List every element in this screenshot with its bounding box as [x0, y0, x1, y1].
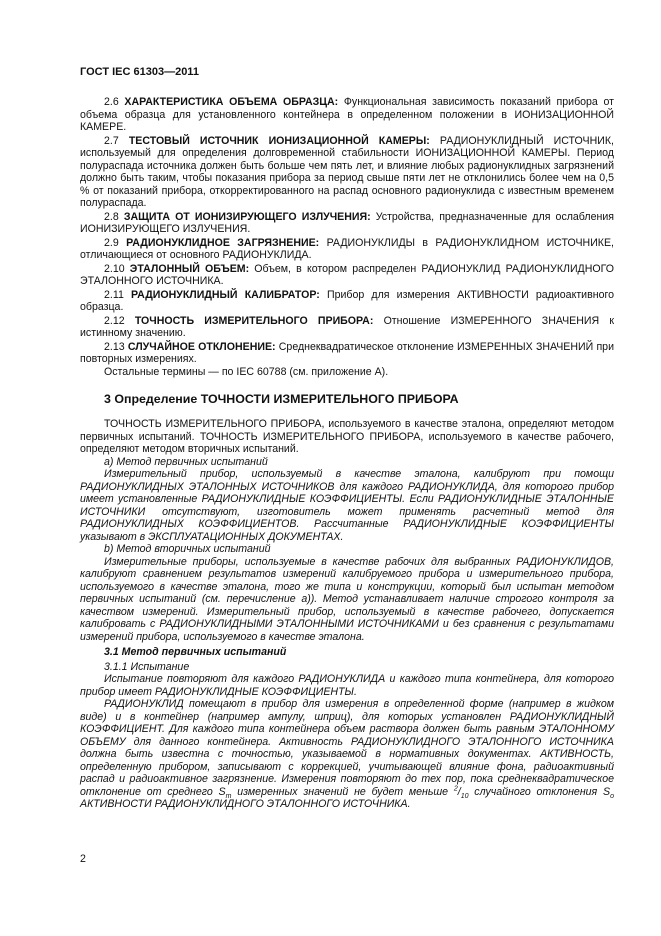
other-terms-note: Остальные термины — по IEC 60788 (см. приложение А). — [104, 365, 389, 378]
term-name: ЭТАЛОННЫЙ ОБЪЕМ: — [129, 262, 250, 275]
fraction-numerator: 2 — [453, 784, 458, 792]
subsection-3-1-1-para-1: Испытание повторяют для каждого РАДИОНУКЛИДА и каждого типа контейнера, для которого прибор имеет РАДИОНУКЛИДНЫЕ КОЭФФИЦИЕНТЫ. — [80, 673, 614, 698]
term-definition: Функциональная зависимость показаний прибора от объема образца для установленного контейнера в определенном положении в ИОНИЗАЦИОННОЙ КАМЕРЕ. — [80, 96, 614, 133]
subscript-m: m — [225, 792, 232, 800]
subsection-3-1-1-label: 3.1.1 Испытание — [104, 660, 190, 673]
term-name: ХАРАКТЕРИСТИКА ОБЪЕМА ОБРАЗЦА: — [124, 96, 339, 108]
term-definition: Среднеквадратическое отклонение ИЗМЕРЕННЫХ ЗНАЧЕНИЙ при повторных измерениях. — [80, 340, 614, 365]
term-name: РАДИОНУКЛИДНОЕ ЗАГРЯЗНЕНИЕ: — [126, 236, 320, 249]
term-number: 2.7 — [104, 134, 119, 147]
para-text: случайного отклонения — [474, 785, 598, 798]
term-number: 2.13 — [104, 340, 125, 353]
symbol-s-o — [603, 786, 614, 798]
term-2-7 — [80, 135, 614, 210]
item-a-label: а) Метод первичных испытаний — [104, 455, 268, 468]
symbol-s-m — [219, 786, 232, 798]
subscript-o: o — [610, 792, 614, 800]
symbol-s: S — [218, 785, 226, 798]
term-name: ТЕСТОВЫЙ ИСТОЧНИК ИОНИЗАЦИОННОЙ КАМЕРЫ: — [128, 134, 430, 147]
para-text: РАДИОНУКЛИД помещают в прибор для измерения в определенной форме (например в жидком виде) и в контейнер (например ампулу, шприц), для которых установлен РАДИОНУКЛИДНЫЙ КОЭФФИЦИЕНТ. Для каждого типа контейнера объем раствора должен быть равным ЭТАЛОННОМУ ОБЪЕМУ для данного контейнера. Активность РАДИОНУКЛИДНОГО ЭТАЛОННОГО ИСТОЧНИКА должна быть известна с точностью, указываемой в нормативных документах. АКТИВНОСТЬ, определенную прибором, записывают с коррекцией, учитывающей влияние фона, радиоактивный распад и радиоактивное загрязнение. Измерения повторяют до тех пор, пока среднеквадратическое отклонение от среднего — [80, 698, 614, 798]
term-number: 2.12 — [104, 314, 125, 327]
term-definition: РАДИОНУКЛИДНЫЙ ИСТОЧНИК, используемый для определения долговременной стабильности ИОНИЗАЦИОННОЙ КАМЕРЫ. Период полураспада источника должен быть больше чем пять лет, и влияние любых радионуклидных загрязнений должно быть таким, чтобы показания прибора за период свыше пяти лет не отклонились более чем на 0,5 % от показаний прибора, откорректированного на распад основного радионуклида с известным временем полураспада. — [80, 134, 615, 209]
term-definition: Отношение ИЗМЕРЕННОГО ЗНАЧЕНИЯ к истинному значению. — [80, 314, 614, 339]
para-text: АКТИВНОСТИ РАДИОНУКЛИДНОГО ЭТАЛОННОГО ИСТОЧНИКА. — [80, 798, 411, 810]
term-number: 2.9 — [104, 236, 119, 249]
term-name: ТОЧНОСТЬ ИЗМЕРИТЕЛЬНОГО ПРИБОРА: — [134, 314, 374, 327]
item-a-text: Измерительный прибор, используемый в качестве эталона, калибруют при помощи РАДИОНУКЛИДНЫХ ЭТАЛОННЫХ ИСТОЧНИКОВ для каждого РАДИОНУКЛИДА, для которого прибор имеет установленные РАДИОНУКЛИДНЫЕ КОЭФФИЦИЕНТЫ. Если РАДИОНУКЛИДНЫЕ ЭТАЛОННЫЕ ИСТОЧНИКИ отсутствуют, изготовитель может применять расчетный метод для РАДИОНУКЛИДНЫХ КОЭФФИЦИЕНТОВ. Рассчитанные РАДИОНУКЛИДНЫЕ КОЭФФИЦИЕНТЫ указывают в ЭКСПЛУАТАЦИОННЫХ ДОКУМЕНТАХ. — [80, 468, 614, 543]
term-number: 2.11 — [104, 288, 124, 301]
term-definition: Устройства, предназначенные для ослабления ИОНИЗИРУЮЩЕГО ИЗЛУЧЕНИЯ. — [80, 210, 614, 235]
term-2-12 — [80, 315, 614, 340]
document-body — [80, 96, 614, 811]
term-2-10 — [80, 263, 614, 288]
term-2-11 — [80, 289, 614, 314]
section-3-intro: ТОЧНОСТЬ ИЗМЕРИТЕЛЬНОГО ПРИБОРА, используемого в качестве эталона, определяют методом первичных испытаний. ТОЧНОСТЬ ИЗМЕРИТЕЛЬНОГО ПРИБОРА, используемого в качестве рабочего, определяют методом вторичных испытаний. — [80, 418, 614, 455]
para-text: измеренных значений не будет меньше — [237, 785, 449, 798]
fraction: $^2/_{10}$ — [453, 784, 469, 800]
item-b-label: b) Метод вторичных испытаний — [104, 543, 271, 555]
term-2-9 — [80, 237, 614, 262]
symbol-s: S — [602, 785, 611, 798]
term-2-13 — [80, 341, 614, 366]
term-definition: Объем, в котором распределен РАДИОНУКЛИД РАДИОНУКЛИДНОГО ЭТАЛОННОГО ИСТОЧНИКА. — [80, 262, 615, 287]
term-name: РАДИОНУКЛИДНЫЙ КАЛИБРАТОР: — [131, 288, 320, 301]
term-definition: РАДИОНУКЛИДЫ в РАДИОНУКЛИДНОМ ИСТОЧНИКЕ, отличающиеся от основного РАДИОНУКЛИДА. — [80, 236, 614, 261]
term-2-8 — [80, 211, 614, 236]
term-number: 2.6 — [104, 96, 119, 108]
subsection-3-1-1-para-2 — [80, 698, 614, 811]
term-definition: Прибор для измерения АКТИВНОСТИ радиоактивного образца. — [80, 288, 614, 313]
term-name: ЗАЩИТА ОТ ИОНИЗИРУЮЩЕГО ИЗЛУЧЕНИЯ: — [123, 210, 371, 223]
fraction-denominator: 10 — [460, 792, 469, 800]
term-number: 2.10 — [104, 262, 125, 275]
term-number: 2.8 — [104, 210, 119, 223]
term-name: СЛУЧАЙНОЕ ОТКЛОНЕНИЕ: — [127, 340, 276, 353]
term-2-6 — [80, 96, 614, 134]
subsection-3-1-title: 3.1 Метод первичных испытаний — [104, 646, 287, 658]
page-number: 2 — [80, 853, 86, 865]
item-b-text: Измерительные приборы, используемые в качестве рабочих для выбранных РАДИОНУКЛИДОВ, калибруют сравнением результатов измерений калибруемого прибора и измерительного прибора, используемого в качестве эталона, того же типа и конструкции, который был испытан методом первичных испытаний (см. перечисление а)). Метод устанавливает наличие строгого контроля за качеством измерений. Измерительный прибор, используемый в качестве рабочего, допускается калибровать с РАДИОНУКЛИДНЫМИ ЭТАЛОННЫМИ ИСТОЧНИКАМИ и без сравнения с результатами измерений прибора, используемого в качестве эталона. — [80, 555, 614, 643]
document-header: ГОСТ IEC 61303—2011 — [80, 66, 199, 78]
section-3-title: 3 Определение ТОЧНОСТИ ИЗМЕРИТЕЛЬНОГО ПРИБОРА — [104, 392, 459, 406]
